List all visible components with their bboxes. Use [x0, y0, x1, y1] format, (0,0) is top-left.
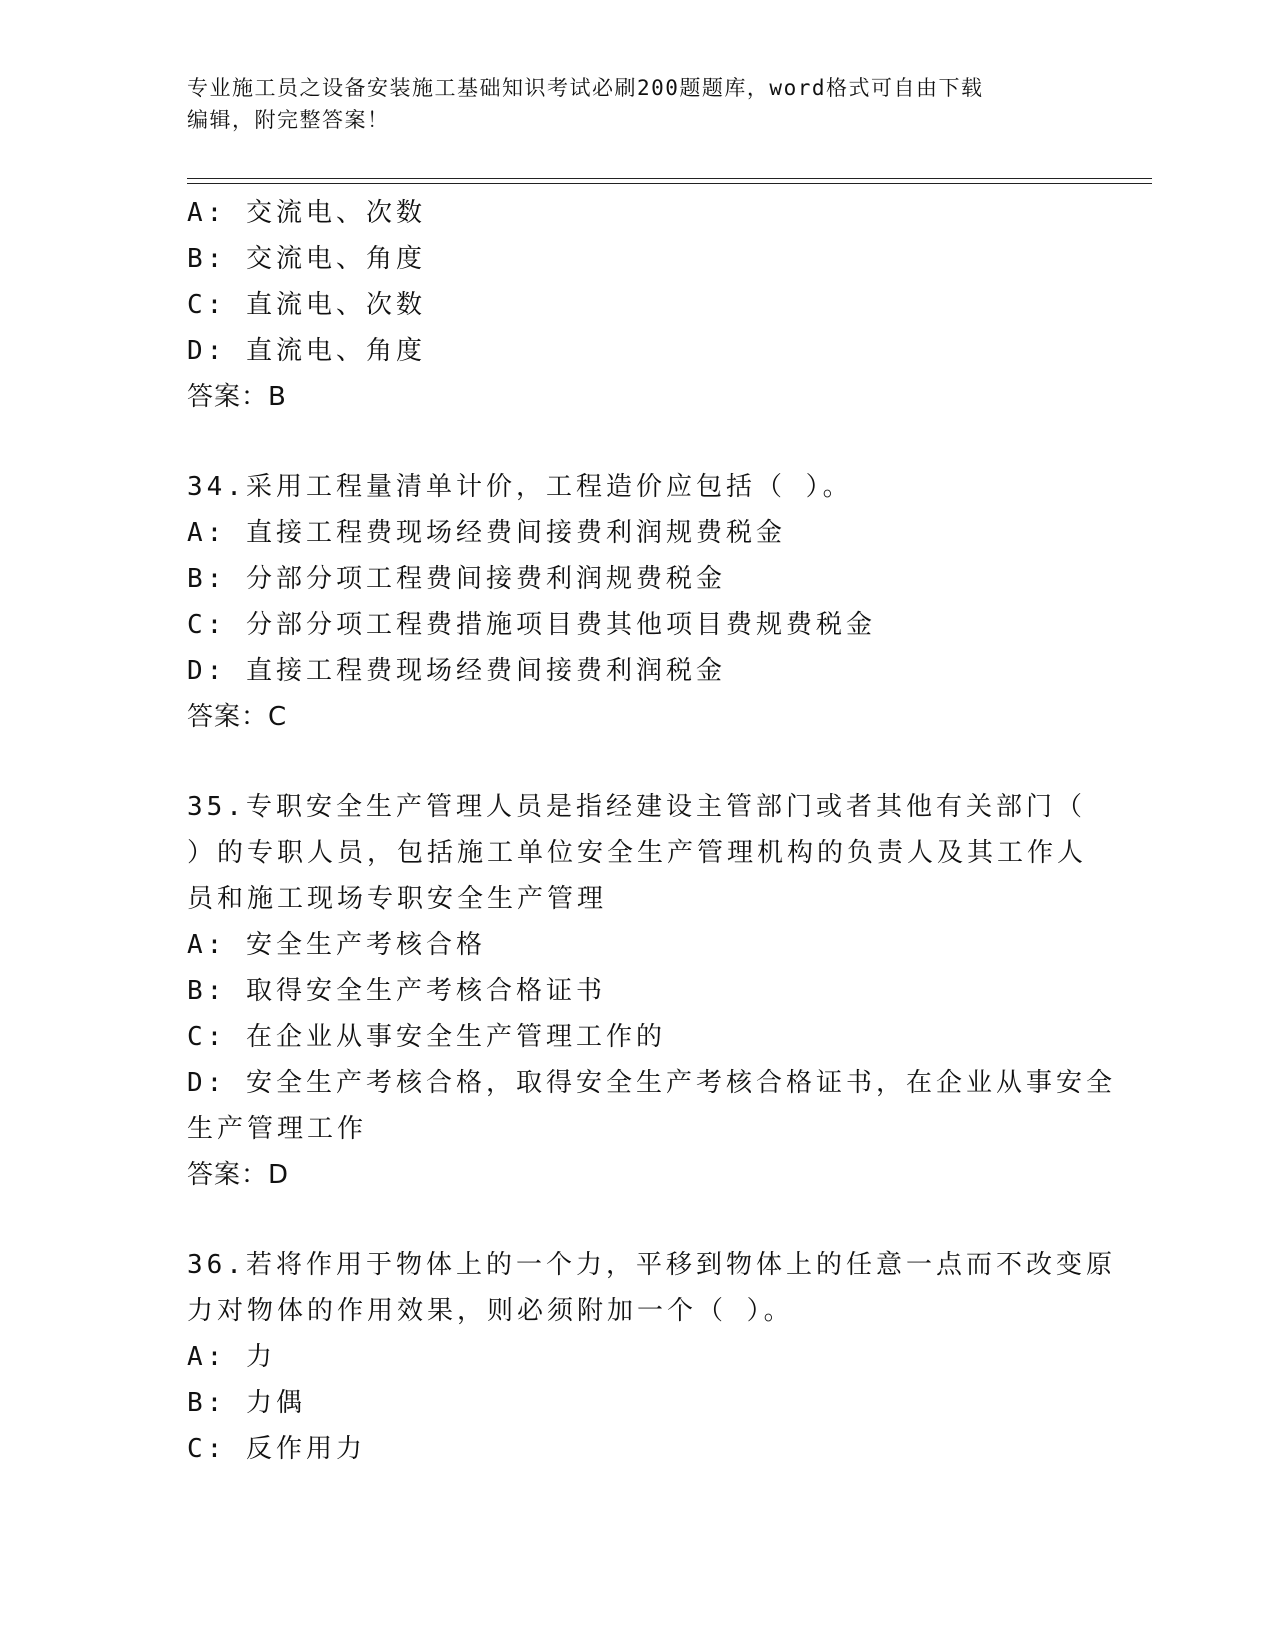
question-text-line-3: 员和施工现场专职安全生产管理	[187, 884, 608, 914]
option-d-line-1: D: 安全生产考核合格，取得安全生产考核合格证书，在企业从事安全	[187, 1068, 1116, 1098]
option-a: A: 直接工程费现场经费间接费利润规费税金	[187, 518, 786, 548]
spacer	[187, 740, 1087, 784]
option-b: B: 分部分项工程费间接费利润规费税金	[187, 564, 726, 594]
question-text-line-2: 力对物体的作用效果，则必须附加一个（ ）。	[187, 1296, 794, 1326]
answer: 答案：B	[187, 382, 287, 412]
option-c: C: 反作用力	[187, 1434, 366, 1464]
header-divider-top	[187, 178, 1152, 179]
option-d: D: 直接工程费现场经费间接费利润税金	[187, 656, 726, 686]
document-header	[187, 72, 1067, 136]
question-34	[187, 464, 1087, 740]
question-text: 34.采用工程量清单计价，工程造价应包括（ ）。	[187, 472, 853, 502]
header-title-line-1: 专业施工员之设备安装施工基础知识考试必刷200题题库，word格式可自由下载	[187, 76, 984, 100]
answer: 答案：C	[187, 702, 288, 732]
header-divider-bottom	[187, 183, 1152, 184]
option-b: B: 取得安全生产考核合格证书	[187, 976, 606, 1006]
question-list	[187, 190, 1116, 1472]
option-c: C: 直流电、次数	[187, 290, 426, 320]
option-d-line-2: 生产管理工作	[187, 1114, 368, 1144]
option-c: C: 在企业从事安全生产管理工作的	[187, 1022, 666, 1052]
question-text-line-2: ）的专职人员，包括施工单位安全生产管理机构的负责人及其工作人	[187, 838, 1088, 868]
option-b: B: 力偶	[187, 1388, 306, 1418]
option-b: B: 交流电、角度	[187, 244, 426, 274]
question-33	[187, 190, 1087, 420]
answer: 答案：D	[187, 1160, 290, 1190]
question-35	[187, 784, 1116, 1198]
question-text-line-1: 35.专职安全生产管理人员是指经建设主管部门或者其他有关部门（	[187, 792, 1086, 822]
header-title-line-2: 编辑，附完整答案！	[187, 108, 390, 132]
option-c: C: 分部分项工程费措施项目费其他项目费规费税金	[187, 610, 876, 640]
spacer	[187, 420, 1087, 464]
option-a: A: 交流电、次数	[187, 198, 426, 228]
question-36	[187, 1242, 1116, 1472]
option-a: A: 力	[187, 1342, 276, 1372]
option-a: A: 安全生产考核合格	[187, 930, 486, 960]
spacer	[187, 1198, 1087, 1242]
option-d: D: 直流电、角度	[187, 336, 426, 366]
question-text-line-1: 36.若将作用于物体上的一个力，平移到物体上的任意一点而不改变原	[187, 1250, 1116, 1280]
